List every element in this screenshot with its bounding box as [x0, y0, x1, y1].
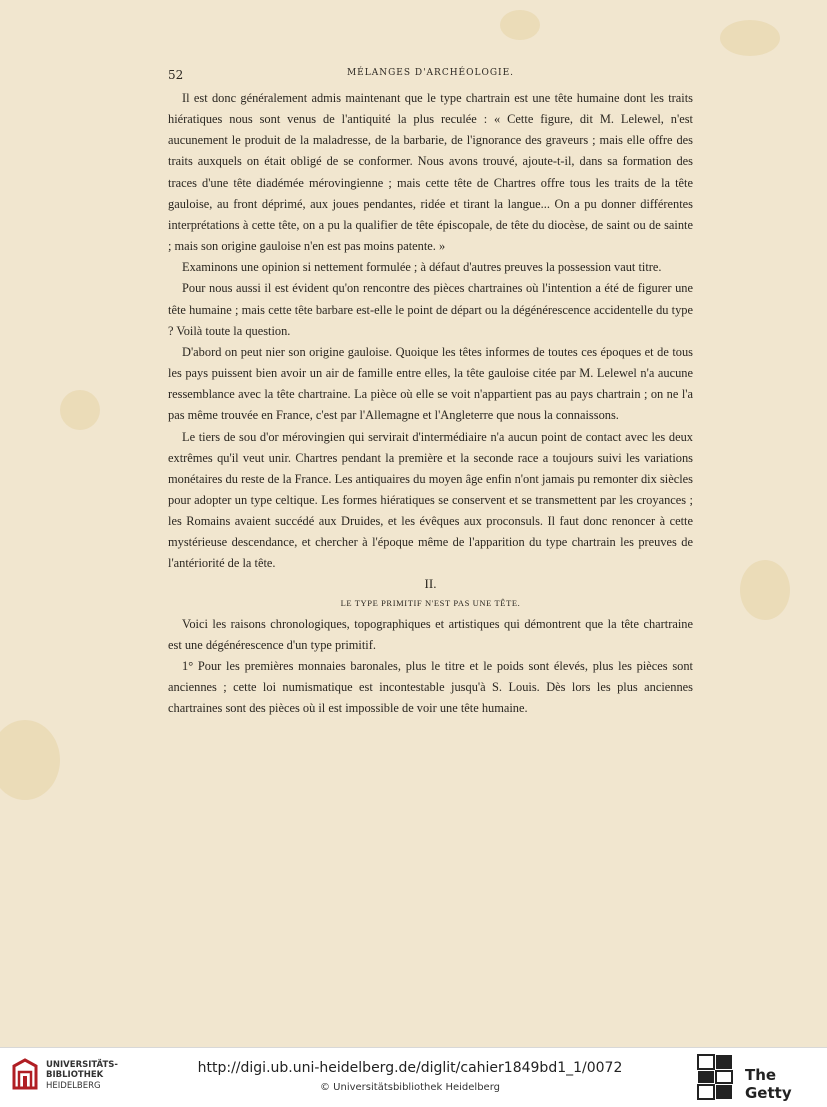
paper-stain	[740, 560, 790, 620]
paragraph: Il est donc généralement admis maintenant que le type chartrain est une tête humaine dont les traits hiératiques nous sont venus de l'antiquité la plus reculée : « Cette figure, dit M. Lelewel, n'est aucunement le produit de la maladresse, de la barbarie, de l'ignorance des graveurs ; mais elle offre des traits auxquels on était obligé de se conformer. Nous avons trouvé, ajoute-t-il, dans sa formation des traces d'une tête diadémée mérovingienne ; mais cette tête de Chartres offre tous les traits de la tête gauloise, au front déprimé, aux joues pendantes, ridée et tirant la langue... On a pu donner différentes interprétations à cette tête, on a pu la qualifier de tête épiscopale, de tête du diocèse, de saint ou de sainte ; mais son origine gauloise n'en est pas moins patente. »	[168, 91, 693, 254]
paragraph: Voici les raisons chronologiques, topographiques et artistiques qui démontrent que la tête chartraine est une dégénérescence d'un type primitif.	[168, 616, 693, 652]
paragraph: 1° Pour les premières monnaies baronales, plus le titre et le poids sont élevés, plus les pièces sont anciennes ; cette loi numismatique est incontestable jusqu'à S. Louis. Dès lors les plus anciennes chartraines sont des pièces où il est impossible de voir une tête humaine.	[168, 659, 693, 716]
paper-stain	[720, 20, 780, 56]
copyright-notice: © Universitätsbibliothek Heidelberg	[319, 1082, 500, 1093]
body-text	[168, 88, 693, 720]
page-header	[168, 68, 693, 88]
permalink-url[interactable]: http://digi.ub.uni-heidelberg.de/diglit/cahier1849bd1_1/0072	[197, 1060, 623, 1076]
paper-stain	[500, 10, 540, 40]
getty-logo-icon	[697, 1054, 733, 1100]
page-number: 52	[168, 68, 184, 82]
section-number: II.	[424, 575, 437, 591]
getty-name: The Getty	[745, 1066, 792, 1102]
paper-stain	[60, 390, 100, 430]
library-name: UNIVERSITÄTS- BIBLIOTHEK	[46, 1060, 118, 1080]
paragraph: Le tiers de sou d'or mérovingien qui servirait d'intermédiaire n'a aucun point de contact avec les deux extrêmes qu'il veut unir. Chartres pendant la première et la seconde race a toujours suivi les variations monétaires du reste de la France. Les antiquaires du moyen âge enfin n'ont jamais pu remonter dix siècles pour adopter un type celtique. Les formes hiératiques se conservent et se transmettent par les croyances ; les Romains avaient succédé aux Druides, et les évêques aux proconsuls. Il faut donc renoncer à cette mystérieuse descendance, et chercher à l'époque même de l'apparition du type chartrain les preuves de l'antériorité de la tête.	[168, 429, 693, 571]
library-city: HEIDELBERG	[46, 1081, 101, 1091]
paragraph: D'abord on peut nier son origine gauloise. Quoique les têtes informes de toutes ces époques et de tous les pays puissent bien avoir un air de famille entre elles, la tête gauloise citée par M. Lelewel n'a aucune ressemblance avec la tête chartraine. La pièce où elle se voit n'appartient pas au pays chartrain ; on ne l'a pas même trouvée en France, c'est par l'Allemagne et l'Angleterre que nous la connaissons.	[168, 344, 693, 423]
library-logo[interactable]	[10, 1056, 120, 1098]
viewer-footer	[0, 1047, 827, 1107]
heidelberg-library-logo-icon	[10, 1058, 40, 1092]
paragraph: Pour nous aussi il est évident qu'on rencontre des pièces chartraines où l'intention a été de figurer une tête humaine ; mais cette tête barbare est-elle le point de départ ou la dégénérescence accidentelle du type ? Voilà toute la question.	[168, 281, 693, 338]
getty-logo[interactable]	[697, 1054, 821, 1100]
paper-stain	[0, 720, 60, 800]
section-title: LE TYPE PRIMITIF N'EST PAS UNE TÊTE.	[340, 597, 521, 608]
paragraph: Examinons une opinion si nettement formulée ; à défaut d'autres preuves la possession vaut titre.	[182, 260, 662, 275]
running-head: MÉLANGES D'ARCHÉOLOGIE.	[346, 68, 515, 78]
